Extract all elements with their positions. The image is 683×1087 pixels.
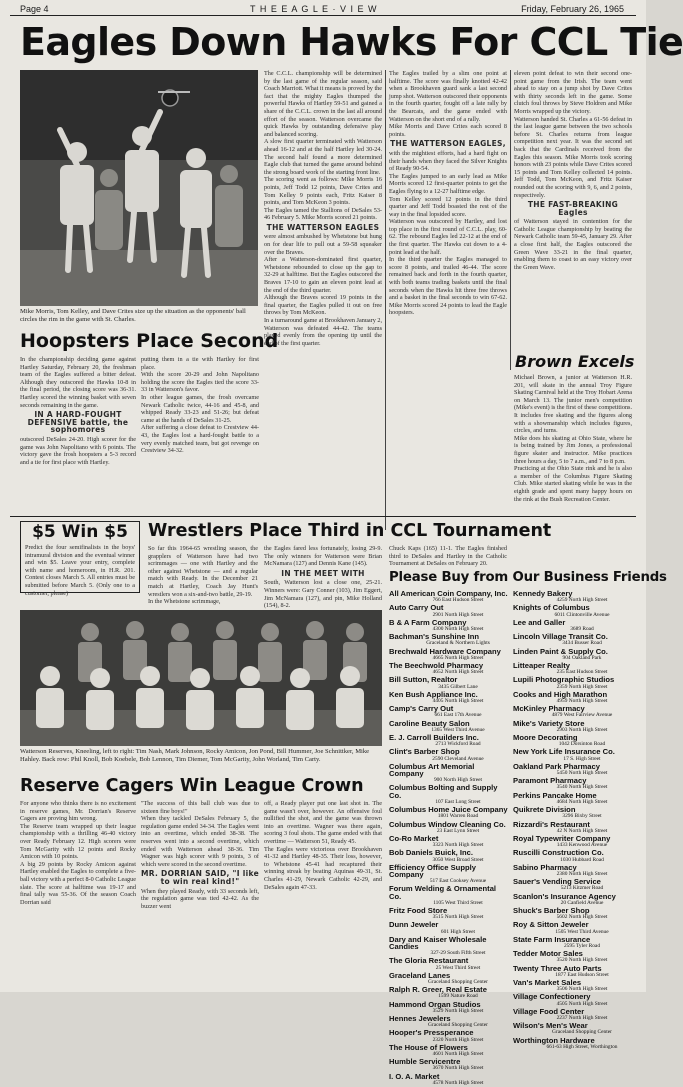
lead-column-1-text: The C.C.L. championship will be determined by the last game of the regular season, said Coach Marriott. What it means is proved by the fact that the mighty Eagles thumped the powerful Hawks of Hartley 59-51 and gained a share of the C.C.L. crown in the last all around effort of the season. Watterson overcame the quick Hawks by outstanding defensive play and balanced scoring. A slow first quarter terminated with Watterson ahead 16-12 and at the half Hartley led 30-24. The second half found a more determined Eagle club that turned the game around behind the strong board work of the starting front line. The scoring went as follows: Mike Morris 16 points, Jeff Todd 12 points, Dave Crites and Tom Kelley 9 points each, Fritz Kaiser 8 points, and Tom McKeon 3 points. The Eagles tamed the Stallions of DeSales 53-46 February 5. Mike Morris scored 21 points. — [264, 70, 382, 222]
business-entry — [513, 648, 633, 662]
lead-column-2b-text: with the mightiest efforts, had a hard fight on their hands when they faced the Silver Knights of Ready 90-54. The Eagles jumped to an early lead as Mike Morris scored 12 first-quarter points to get the Eagles flying to a 12-27 halftime edge. Tom Kelley scored 12 points in the third quarter and Jeff Todd boasted the rest of the way in the final lopsided score. Watterson was outscored by Hartley, and lost top place in the first round of C.C.L. play, 60-62. The rebound Eagles led 22-12 at the end of the first quarter. The Hawks cut down to a 4-point lead at the half. In the third quarter the Eagles managed to score 8 points, and trailed 46-44. The score remained back and forth in the fourth quarter, with both teams trading baskets until the final seconds when the Hawks hit three free throws and a basket in the final seconds to win 67-62. Mike Morris scored 24 points to lead the Eagle hoopsters. — [389, 149, 507, 317]
lead-column-2 — [389, 70, 507, 530]
business-name: Mike's Variety Store — [513, 718, 585, 728]
business-name: Shuck's Barber Shop — [513, 905, 590, 915]
business-address: Graceland Shopping Center — [428, 1022, 488, 1029]
business-entry — [389, 590, 509, 604]
business-address: 904 Oakland Park — [562, 654, 602, 661]
business-name: Litteaper Realty — [513, 661, 570, 671]
lead-column-3-text: eleven point defeat to win their second one-point game from the Irish. The team went ahead to stay on a jump shot by Dave Crites with thirty seconds left in the game. Some clutch foul throws by Steve Holdren and Mike Morris wrapped up the victory. Watterson handed St. Charles a 61-56 defeat in the last league game between the two schools before St. Charles returns from league competition next year. It was the second set back that the Cardinals received from the Eagles this season. Mike Morris took scoring honors with 23 points while Dave Crites scored 15 points and Tom Kelley collected 14 points. Jeff Todd, Tom McKeon, and Fritz Kaiser rounded out the scoring with 9, 6, and 2 points, respectively. — [514, 70, 632, 199]
business-address: 1030 Hubbard Road — [560, 856, 604, 863]
business-address: 1433 Kenwood Avenue — [556, 842, 608, 849]
contest-headline: $5 Win $5 — [32, 522, 128, 542]
business-name: Caroline Beauty Salon — [389, 718, 470, 728]
business-entry — [513, 849, 633, 863]
wrestlers-subhead: IN THE MEET WITH — [281, 568, 365, 578]
column-divider — [385, 70, 386, 530]
business-address: 327-29 South Fifth Street — [430, 950, 486, 957]
business-address: 4300 North High Street — [432, 626, 484, 633]
business-name: Ruscilli Construction Co. — [513, 848, 604, 858]
business-address: 3689 Road — [570, 626, 594, 633]
business-name: Hennes Jewelers — [389, 1013, 451, 1023]
wrestlers-column-1: So far this 1964-65 wrestling season, the grapplers of Watterson have had two scrimmages — one with Hartley and the other against Whetstone — and a regular match with Ready. In the December 21 match at Hartley, Coach Jay Hunt's wrestlers won a six-and-two battle, 29-19. In the Whetstone scrimmage, — [148, 545, 258, 606]
business-entry — [389, 1058, 509, 1072]
business-name: Auto Carry Out — [389, 603, 444, 613]
issue-date: Friday, February 26, 1965 — [521, 4, 624, 14]
business-entry — [513, 893, 633, 907]
business-address: 4959 North High Street — [556, 698, 608, 705]
business-entry — [389, 972, 509, 986]
business-entry — [389, 835, 509, 849]
business-entry — [513, 1022, 633, 1036]
business-address: 1105 West Third Street — [433, 899, 483, 906]
business-entry — [389, 921, 509, 935]
business-name: Co-Ro Market — [389, 833, 439, 843]
business-entry — [513, 633, 633, 647]
business-address: 3323 North High Street — [432, 842, 484, 849]
contest-body: Predict the four semifinalists in the boys' intramural division and the eventual winner and win $5. Leave your entry, complete with name and homeroom, in H.R. 201. Contest closes March 5. All entries must be submitted before March 5. (Only one to a customer, please) — [25, 544, 135, 597]
section-rule — [10, 516, 636, 517]
business-name: Efficiency Office Supply Company — [389, 862, 476, 879]
lead-column-1 — [264, 70, 382, 530]
business-address: 2713 Wickford Road — [435, 741, 481, 748]
business-name: Linden Paint & Supply Co. — [513, 646, 608, 656]
business-name: Columbus Bolting and Supply Co. — [389, 783, 498, 800]
wrestlers-column-2b-text: South, Watterson lost a close one, 25-21. Winners were: Gary Conner (103), Jim Eggert, Jim McNamara (127), and pin, Mike Holland (154), 8-2. — [264, 579, 382, 610]
business-name: Lincoln Village Transit Co. — [513, 632, 608, 642]
business-name: Roy & Sitton Jeweler — [513, 920, 589, 930]
business-entry — [389, 1029, 509, 1043]
hoopsters-column-1b-text: outscored DeSales 24-20. High scorer for the game was John Napolitano with 6 points. The victory gave the frosh hoopsters a 5-3 record and a tie for first place with Hartley. — [20, 435, 136, 466]
business-address: 4879 West Fairview Avenue — [551, 712, 613, 719]
business-address: 3520 North High Street — [556, 957, 608, 964]
business-name: Clint's Barber Shop — [389, 747, 460, 757]
business-entry — [389, 662, 509, 676]
business-entry — [513, 777, 633, 791]
business-address: 17 S. High Street — [563, 755, 601, 762]
wrestlers-column-3: Chuck Kaps (165) 11-1. The Eagles finished third to DeSales and Hartley in the Catholic Tournament at DeSales on February 20. — [389, 545, 507, 568]
business-address: 766 East Hudson Street — [432, 597, 484, 604]
business-name: Worthington Hardware — [513, 1035, 595, 1045]
business-entry — [389, 986, 509, 1000]
business-address: Graceland & Northern Lights — [426, 640, 490, 647]
business-name: Wilson's Men's Wear — [513, 1021, 588, 1031]
business-address: 661-63 High Street, Worthington — [546, 1043, 618, 1050]
business-address: 235 East Hudson Street — [556, 669, 608, 676]
page-number: Page 4 — [20, 4, 49, 14]
business-address: 3296 Bixby Street — [562, 813, 602, 820]
business-entry — [389, 648, 509, 662]
business-address: 3540 North High Street — [556, 784, 608, 791]
business-entry — [389, 691, 509, 705]
business-address: 1801 Warren Road — [437, 813, 479, 820]
hoopsters-column-1-text: In the championship deciding game against Hartley Saturday, February 20, the freshman team of the Eagles suffered a bitter defeat. Although they outscored the Hawks 10-8 in the final period, the closing score was 36-31. Hartley scored the winning basket with seven seconds remaining in the game. — [20, 356, 136, 409]
business-address: 42 N North High Street — [556, 827, 608, 834]
business-name: State Farm Insurance — [513, 934, 591, 944]
business-address: 20 Canfield Avenue — [560, 899, 604, 906]
header-rule — [10, 15, 636, 16]
business-name: Dunn Jeweler — [389, 920, 439, 930]
business-name: Paramont Pharmacy — [513, 776, 587, 786]
business-address: 25 West Third Street — [435, 964, 481, 971]
business-address: 5602 North High Street — [556, 914, 608, 921]
business-entry — [513, 965, 633, 979]
business-name: All American Coin Company, Inc. — [389, 589, 508, 598]
business-address: 3434 Busser Road — [562, 640, 602, 647]
wrestlers-column-2-text: the Eagles fared less fortunately, losing 29-9. The only winners for Watterson were Brian McNamara (127) and Dennis Kane (145). — [264, 545, 382, 568]
business-address: 4505 North High Street — [556, 1000, 608, 1007]
business-entry — [513, 676, 633, 690]
business-list-right — [513, 589, 633, 1050]
business-name: The Gloria Restaurant — [389, 956, 469, 966]
business-entry — [389, 676, 509, 690]
lead-subhead-1: THE WATTERSON EAGLES — [266, 222, 380, 232]
reserves-photo-caption: Watterson Reserves, Kneeling, left to right: Tim Nash, Mark Johnson, Rocky Amicon, Jon Pond, Bill Hummer, Joe Schnittker, Mike Hahley. Back row: Phil Knoll, Bob Koebele, Bob Lennon, Tim Diemer, Tom McGarity, John Worland, Tim Carty. — [20, 748, 370, 763]
business-name: Cooks and High Marathon — [513, 689, 608, 699]
business-entry — [513, 835, 633, 849]
business-name: Fritz Food Store — [389, 905, 448, 915]
business-name: Camp's Carry Out — [389, 704, 454, 714]
business-entry — [513, 763, 633, 777]
business-entry — [513, 921, 633, 935]
business-address: 2590 Cleveland Avenue — [432, 755, 484, 762]
business-entry — [513, 950, 633, 964]
business-entry — [513, 878, 633, 892]
contest-box — [20, 521, 140, 597]
business-address: 2359 North High Street — [556, 683, 608, 690]
business-name: Quikrete Division — [513, 805, 576, 815]
business-name: Columbus Home Juice Company — [389, 805, 508, 815]
column-divider — [510, 70, 511, 370]
hoopsters-subhead: IN A HARD-FOUGHT DEFENSIVE battle, the sophomores — [27, 410, 129, 435]
business-entry — [389, 748, 509, 762]
business-name: Graceland Lanes — [389, 970, 451, 980]
reserves-team-photo — [20, 610, 382, 746]
business-name: Lee and Galler — [513, 617, 566, 627]
business-name: McKinley Pharmacy — [513, 704, 585, 714]
business-address: Graceland Shopping Center — [428, 978, 488, 985]
business-name: Lupili Photographic Studios — [513, 675, 615, 685]
business-name: Ralph R. Greer, Real Estate — [389, 985, 487, 995]
business-name: Columbus Window Cleaning Co. — [389, 819, 506, 829]
business-entry — [389, 1001, 509, 1015]
business-entry — [513, 604, 633, 618]
lead-subhead-3: THE FAST-BREAKING Eagles — [527, 200, 619, 217]
business-entry — [513, 907, 633, 921]
business-name: Forum Welding & Ornamental Co. — [389, 884, 497, 901]
business-entry — [389, 784, 509, 806]
business-name: The House of Flowers — [389, 1042, 468, 1052]
business-address: 107 East Long Street — [435, 798, 481, 805]
business-entry — [513, 590, 633, 604]
business-entry — [513, 662, 633, 676]
lead-headline: Eagles Down Hawks For CCL Tie — [20, 20, 683, 64]
business-entry — [513, 720, 633, 734]
hoopsters-column-2: putting them in a tie with Hartley for first place. With the score 20-29 and John Napolitano holding the score the Eagles tied the score 33-33 in Watterson's favor. In other league games, the frosh overcame Newark Catholic twice, 44-16 and 45-8, and whipped Ready 33-23 and 51-26; but defeat came at the hands of DeSales 31-25. After suffering a close defeat to Crestview 44-43, the Eagles lost a hard-fought battle to a very evenly matched team, but got revenge on Crestview 34-32. — [141, 356, 259, 455]
business-entry — [389, 864, 509, 886]
business-entry — [513, 1037, 633, 1051]
business-entry — [389, 936, 509, 958]
reserves-column-2 — [141, 800, 259, 984]
business-name: Ken Bush Appliance Inc. — [389, 689, 478, 699]
business-name: Knights of Columbus — [513, 603, 590, 613]
business-entry — [513, 734, 633, 748]
business-entry — [389, 720, 509, 734]
business-entry — [389, 806, 509, 820]
brown-excels-body: Michael Brown, a junior at Watterson H.R. 201, will skate in the annual Troy Figure Skating Carnival held at the Troy Hobart Arena on March 13. The junior men's competition (Mike's event) is the first of these competitions. It includes free skating and the figures along with a showmanship which includes figures, circles, and turns. Mike does his skating at Ohio State, where he is being trained by Jim Jones, a professional figure skater and instructor. Mike practices three hours a day, 5 to 7 a.m., and 7 to 8 p.m. Practicing at the Ohio State rink and he is also a member of the Columbus Figure Skating Club. Mike started skating while he was in the eighth grade and spent many happy hours on the rink at the Bush Recreation Center. — [514, 374, 632, 503]
business-address: 4652 North High Street — [432, 669, 484, 676]
business-address: 6011 Clintonville Avenue — [554, 611, 610, 618]
business-address: 1599 Nature Road — [438, 993, 478, 1000]
business-name: E. J. Carroll Builders Inc. — [389, 733, 479, 743]
business-name: Hooper's Pressperance — [389, 1028, 474, 1038]
business-name: Village Food Center — [513, 1006, 585, 1016]
business-address: 3515 North High Street — [432, 914, 484, 921]
reserves-subhead: MR. DORRIAN SAID, "I like to win real kind!" — [141, 869, 259, 886]
reserves-column-2b-text: When they played Ready, with 33 seconds left, the regulation game was tied 42-42. As the buzzer went — [141, 887, 259, 910]
business-address: 1505 West Third Avenue — [555, 928, 609, 935]
business-name: Rizzardi's Restaurant — [513, 819, 590, 829]
lead-column-1c-text: After a Watterson-dominated first quarter, Whetstone rebounded to close up the gap to 32-29 at halftime. But the Eagles outscored the Braves 17-10 to gain an eleven point lead at the end of the third quarter. Although the Braves scored 19 points in the final quarter, the Eagles pulled it out on free throws by Tom McKeon. In a turnaround game at Brookhaven January 2, Watterson was defeated 44-42. The teams played evenly from the opening tip until the end of the first quarter. — [264, 256, 382, 347]
business-address: 3529 North High Street — [432, 1007, 484, 1014]
business-address: 4601 North High Street — [432, 1051, 484, 1057]
business-entry — [389, 619, 509, 633]
business-address: 5213 Kitzmer Road — [560, 885, 604, 892]
wrestlers-headline: Wrestlers Place Third in CCL Tournament — [148, 521, 552, 541]
business-address: 4684 North High Street — [556, 798, 608, 805]
reserves-headline: Reserve Cagers Win League Crown — [20, 776, 364, 796]
wrestlers-column-2 — [264, 545, 382, 610]
business-entry — [513, 691, 633, 705]
business-address: 3435 Gilbert Lane — [438, 683, 478, 690]
business-address: Graceland Shopping Center — [552, 1029, 612, 1036]
business-entry — [513, 705, 633, 719]
business-address: 2320 North High Street — [432, 1036, 484, 1043]
business-address: 661 East 17th Avenue — [434, 712, 482, 719]
business-entry — [389, 1015, 509, 1029]
business-address: 517 East Cooksey Avenue — [429, 878, 487, 885]
business-list-left — [389, 589, 509, 1086]
business-name: Sauer's Vending Service — [513, 877, 601, 887]
business-name: Bob Daniels Buick, Inc. — [389, 848, 473, 858]
business-friends-headline: Please Buy from Our Business Friends — [389, 570, 667, 585]
business-name: Humble Servicentre — [389, 1057, 461, 1067]
reserves-column-1: For anyone who thinks there is no excitement in reserve games, Mr. Dorrian's Reserve Cagers are proving him wrong. The Reserve team wrapped up their league championship with a thrilling 46-40 victory over Ready February 12. High scorers were Tom McGarity with 12 points and Rocky Amicon with 10 points. A big 29 points by Rocky Amicon against Hartley enabled the Eagles to complete a five-ball victory with a perfect 8-0 Catholic League slate. The score at halftime was 19-17 and final tally was 55-36. Of the season Coach Dorrian said — [20, 800, 136, 906]
business-address: 2595 Tyler Road — [563, 942, 601, 949]
business-name: Brechwald Hardware Company — [389, 646, 501, 656]
business-entry — [513, 1008, 633, 1022]
business-address: 4578 North High Street — [432, 1079, 484, 1086]
business-name: New York Life Insurance Co. — [513, 747, 615, 757]
business-name: I. O. A. Market — [389, 1071, 440, 1081]
business-address: 3670 North High Street — [432, 1065, 484, 1072]
lead-photo-caption: Mike Morris, Tom Kelley, and Dave Crites size up the situation as the opponents' ball circles the rim in the game with St. Charles. — [20, 308, 246, 323]
lead-column-1b-text: were almost ambushed by Whetstone but hung on for dear life to pull out a 59-58 squeaker over the Braves. — [264, 233, 382, 256]
business-entry — [513, 619, 633, 633]
lead-column-3 — [514, 70, 632, 350]
business-entry — [389, 633, 509, 647]
business-entry — [389, 1044, 509, 1058]
business-name: Bill Sutton, Realtor — [389, 675, 458, 685]
business-address: 2903 North High Street — [556, 726, 608, 733]
business-address: 2901 North High Street — [432, 611, 484, 618]
business-entry — [513, 792, 633, 806]
business-address: 3050 West Broad Street — [432, 856, 484, 863]
business-name: Oakland Park Pharmacy — [513, 761, 600, 771]
business-name: Perkins Pancake Home — [513, 790, 597, 800]
reserves-column-3: off, a Ready player put one last shot in. The game wasn't over, however. An offensive foul nullified the shot, and the game was thrown into an overtime. Wagner was there again, scoring 3 foul shots. The game ended with that overtime — Watterson 51, Ready 45. The Eagles were victorious over Brookhaven 41-32 and Hartley 48-35. Their loss, however, to Whetstone 45-41 had recaptured their winning streak by beating Aquinas 49-31, St. Charles 41-29, Newark Catholic 42-29, and DeSales again 47-33. — [264, 800, 382, 891]
business-address: 5450 North High Street — [556, 770, 608, 777]
business-address: 4405 North High Street — [432, 698, 484, 705]
hoopsters-column-1 — [20, 356, 136, 508]
business-entry — [513, 806, 633, 820]
paper-name: T H E E A G L E · V I E W — [250, 4, 378, 14]
business-address: 3506 North High Street — [556, 986, 608, 993]
business-entry — [513, 748, 633, 762]
reserves-column-2-text: "The success of this ball club was due to sixteen fine boys!" When they tackled DeSales February 5, the regulation game ended 34-34. The Eagles went into an overtime, which ended 38-38. The reserves went into a second overtime, which ended with Watterson ahead 38-36. Tim Wagner was high scorer with 9 points, 3 of which were scored in the second overtime. — [141, 800, 259, 868]
business-name: B & A Farm Company — [389, 617, 467, 627]
business-name: Dary and Kaiser Wholesale Candies — [389, 934, 487, 951]
business-entry — [389, 821, 509, 835]
brown-excels-headline: Brown Excels — [515, 352, 635, 371]
business-address: 900 North High Street — [433, 777, 483, 784]
business-entry — [389, 1073, 509, 1087]
business-name: Kennedy Bakery — [513, 589, 573, 598]
business-name: Bachman's Sunshine Inn — [389, 632, 479, 642]
business-address: 1042 Dorsinton Road — [558, 741, 606, 748]
business-name: Sabino Pharmacy — [513, 862, 577, 872]
business-address: 1877 East Hudson Street — [555, 971, 609, 978]
business-entry — [389, 705, 509, 719]
business-address: 4259 North High Street — [556, 597, 608, 604]
basketball-action-photo — [20, 70, 258, 306]
business-name: Hammond Organ Studios — [389, 999, 481, 1009]
business-name: Van's Market Sales — [513, 977, 582, 987]
business-name: Twenty Three Auto Parts — [513, 963, 602, 973]
business-name: Royal Typewriter Company — [513, 833, 611, 843]
business-entry — [389, 907, 509, 921]
lead-subhead-2: THE WATTERSON EAGLES, — [390, 139, 506, 149]
lead-column-3b-text: of Watterson stayed in contention for the Catholic League championship by beating the Newark Catholic team 59-45, January 29. After a close first half, the Eagles outscored the Green Wave 33-21 in the final quarter, enabling them to coast to an easy victory over the Green Wave. — [514, 218, 632, 271]
business-entry — [389, 604, 509, 618]
business-entry — [389, 957, 509, 971]
business-entry — [513, 993, 633, 1007]
business-name: The Beechwold Pharmacy — [389, 661, 484, 671]
business-entry — [389, 849, 509, 863]
business-entry — [389, 734, 509, 748]
business-entry — [389, 763, 509, 785]
business-entry — [389, 885, 509, 907]
business-address: 2380 North High Street — [556, 870, 608, 877]
business-entry — [513, 821, 633, 835]
lead-column-2-text: The Eagles trailed by a slim one point at halftime. The score was finally knotted 42-42 when a Brookhaven guard sank a last second jump shot. Watterson outscored their opponents in the fourth quarter, fought off a late rally by the Bearcats, and the game ended with Watterson on the short end of a rally. Mike Morris and Dave Crites each scored 8 points. — [389, 70, 507, 138]
business-address: 4665 North High Street — [432, 654, 484, 661]
business-entry — [513, 936, 633, 950]
business-address: 2237 North High Street — [556, 1014, 608, 1021]
business-name: Tedder Motor Sales — [513, 949, 583, 959]
business-address: 1365 West Third Avenue — [431, 726, 485, 733]
business-name: Village Confectionery — [513, 992, 591, 1002]
business-name: Scanlon's Insurance Agency — [513, 891, 616, 901]
business-address: 23 East Lynn Street — [436, 827, 480, 834]
business-name: Moore Decorating — [513, 733, 578, 743]
hoopsters-headline: Hoopsters Place Second — [20, 330, 279, 352]
business-name: Columbus Art Memorial Company — [389, 761, 475, 779]
business-entry — [513, 864, 633, 878]
business-address: 601 High Street — [440, 928, 476, 935]
business-entry — [513, 979, 633, 993]
